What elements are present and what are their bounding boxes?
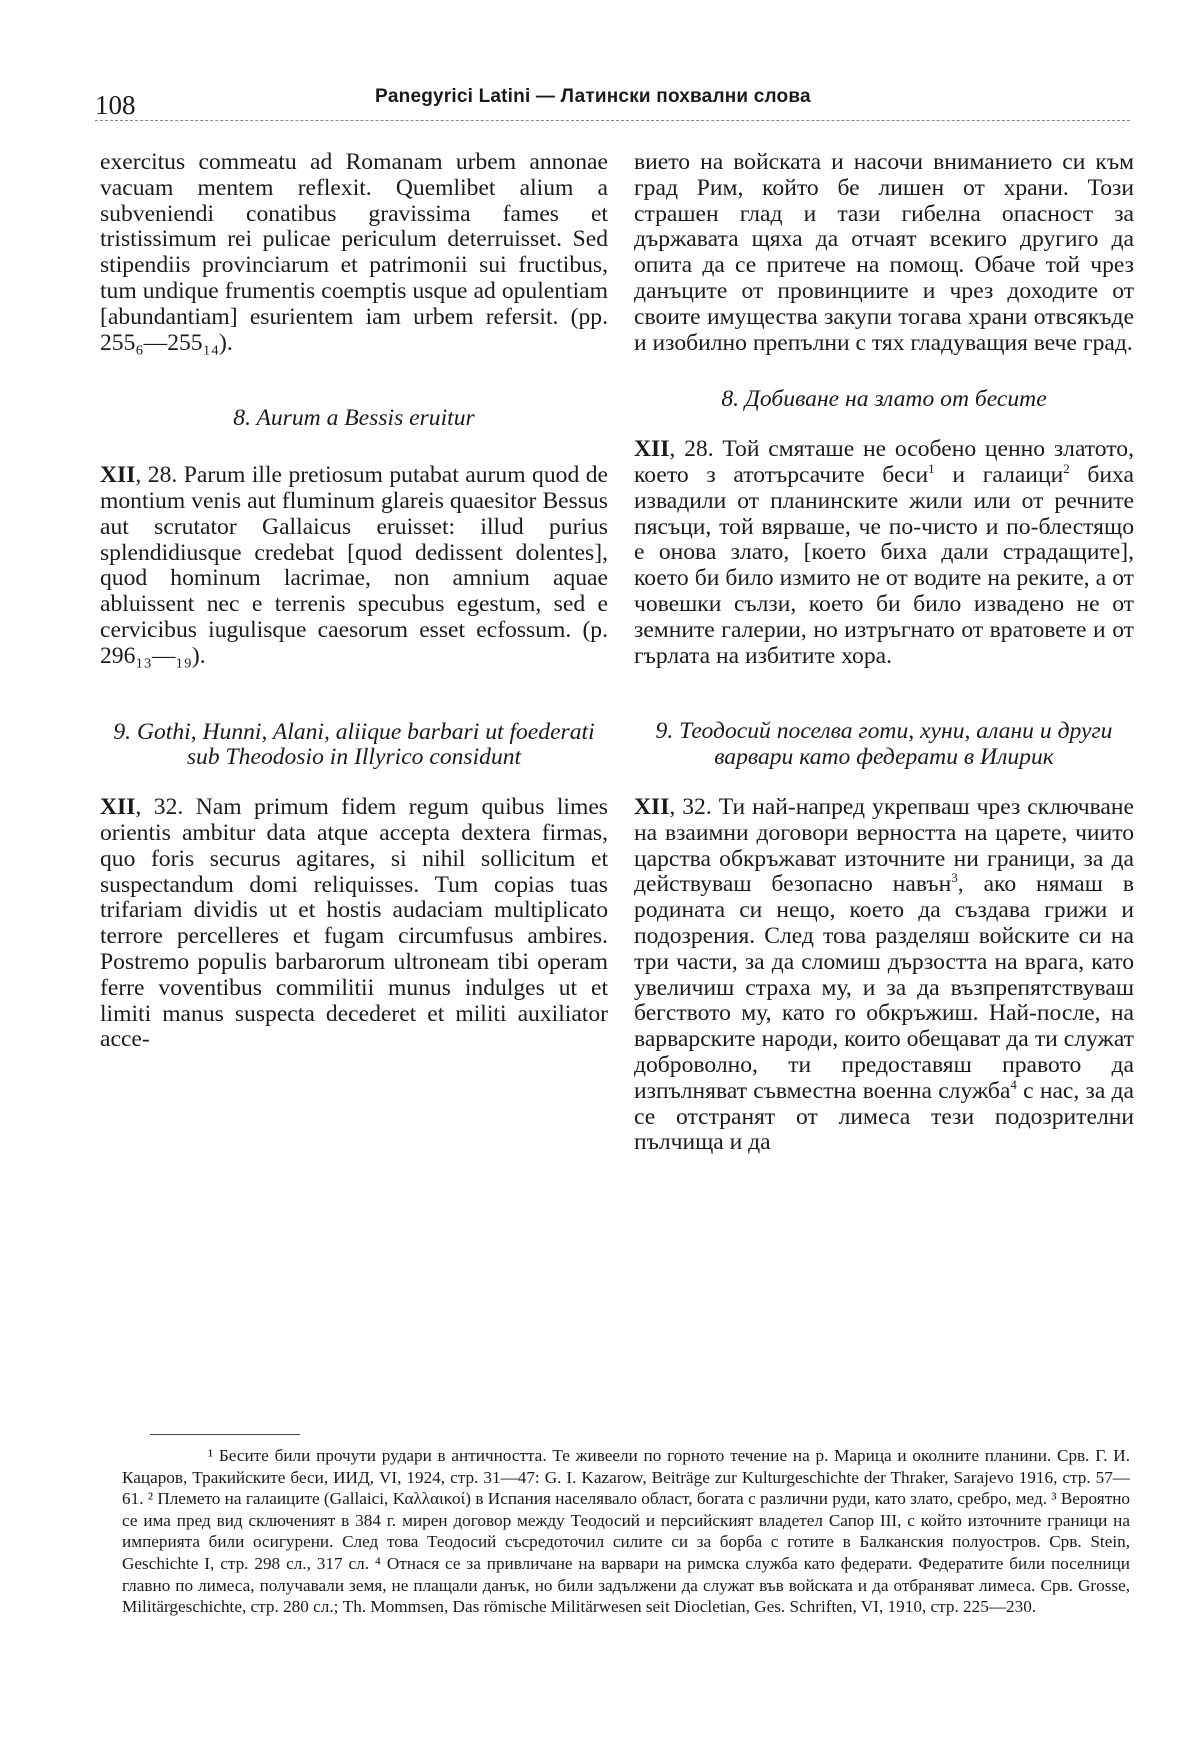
bulgarian-paragraph-7: вието на войската и насочи вниманието си към град Рим, който бе лишен от храни. Този страшен глад и тази гибелна опасност за държавата щяха да отчаят всекиго другиго да опита да се притече на помощ. Обаче той чрез данъците от провинциите и чрез доходите от своите имущества закупи тогава храни отвсякъде и изобилно препълни с тях гладуващия вече град. bbox=[634, 149, 1134, 356]
bulgarian-ref-9: XII bbox=[634, 793, 670, 820]
latin-paragraph-9 bbox=[100, 795, 608, 1053]
bulgarian-section-title-9: 9. Теодосий поселва готи, хуни, алани и други варвари като федерати в Илирик bbox=[655, 718, 1113, 771]
bulgarian-paragraph-9 bbox=[634, 795, 1134, 1156]
latin-section-title-8: 8. Aurum a Bessis eruitur bbox=[233, 405, 475, 432]
latin-paragraph-7: exercitus commeatu ad Romanam urbem annonae vacuam mentem reflexit. Quemlibet alium a subveniendi conatibus gravissima fames et tristissimum rei pulicae periculum deterruisset. Sed stipendiis provinciarum et patrimonii sui fructibus, tum undique frumentis coemptis usque ad opulentiam [abundantiam] esurientem iam urbem refersit. (pp. 255₆—255₁₄). bbox=[100, 149, 608, 356]
footnote-3: ³ Вероятно се има пред вид сключеният в 384 г. мирен договор между Теодосий и персийският владетел Сапор III, с който източните граници на империята били осигурени. След това Теодосий съсредоточил силите си за борба с готите в Балканския полуостров. Срв. Stein, Geschichte I, стр. 298 сл., 317 сл. bbox=[122, 1489, 1130, 1573]
latin-text-8: , 28. Parum ille pretiosum putabat aurum quod de montium venis aut fluminum glareis quaesitor Bessus aut scrutator Gallaicus eruisset: illud purius splendidiusque credebat [quod dedissent dolentes], quod hominum lacrimae, non amnium aquae abluissent nec e terrenis specubus egestum, sed e cervicibus iugulisque caesorum esset ecfossum. (p. 296₁₃—₁₉). bbox=[100, 462, 608, 669]
footnote-mark-1: 1 bbox=[928, 461, 935, 477]
bulgarian-text-8b: и галаици bbox=[934, 461, 1064, 488]
footnote-4: ⁴ Отнася се за привличане на варвари на римска служба като федерати. Федератите били поселници главно по лимеса, получавали земя, не плащали данък, но били задължени да служат във войската и да отбраняват лимеса. Срв. Grosse, Militärgeschichte, стр. 280 сл.; Th. Mommsen, Das römische Militärwesen seit Diocletian, Ges. Schriften, VI, 1910, стр. 225—230. bbox=[122, 1553, 1130, 1617]
bulgarian-text-9c: с нас, за да се отстранят от лимеса тези подозрителни пълчища и да bbox=[634, 1077, 1134, 1156]
footnote-rule bbox=[150, 1434, 300, 1435]
bulgarian-text-9a: , 32. Ти най-напред укрепваш чрез сключване на взаимни договори верността на царете, чиито царства обкръжават източните ни граници, за да действуваш безопасно навън bbox=[634, 793, 1134, 898]
footnote-mark-2: 2 bbox=[1063, 461, 1070, 477]
latin-paragraph-8 bbox=[100, 463, 608, 669]
running-head: Panegyrici Latini — Латински похвални слова bbox=[375, 86, 811, 107]
footnote-1: ¹ Бесите били прочути рудари в античността. Те живеели по горното течение на р. Марица и околните планини. Срв. Г. И. Кацаров, Тракийските беси, ИИД, VI, 1924, стр. 31—47: G. I. Kazarow, Beiträge zur Kulturgeschichte der Thraker, Sarajevo 1916, стр. 57—61. bbox=[122, 1446, 1130, 1509]
bulgarian-text-9b: , ако нямаш в родината си нещо, което да създава грижи и подозрения. След това разделяш войските си на три части, за да сломиш дързостта на врага, като увеличиш страха му, и за да възпрепятствуваш бегството му, като го обкръжиш. Най-после, на варварските народи, които обещават да ти служат доброволно, ти предоставяш правото да изпълняват съвместна военна служба bbox=[634, 871, 1134, 1104]
latin-ref-8: XII bbox=[100, 462, 136, 489]
bulgarian-text-8c: биха извадили от планинските жили или от речните пясъци, той вярваше, че по-чисто и по-блестящо е онова злато, [което биха дали страдащите], което би било измито не от водите на реките, а от човешки сълзи, което би било извадено не от земните галерии, но изтръгнато от вратовете и от гърлата на избитите хора. bbox=[634, 461, 1135, 669]
bulgarian-section-title-8: 8. Добиване на злато от бесите bbox=[721, 386, 1047, 413]
page-number: 108 bbox=[95, 90, 136, 120]
header-rule bbox=[95, 120, 1130, 121]
footnotes bbox=[122, 1445, 1130, 1618]
bulgarian-column bbox=[634, 150, 1134, 1156]
bulgarian-text-8a: , 28. Той смяташе не особено ценно златото, което з атотърсачите беси bbox=[634, 436, 1134, 488]
bulgarian-ref-8: XII bbox=[634, 436, 670, 463]
latin-text-9: , 32. Nam primum fidem regum quibus limes orientis ambitur data atque accepta dextera firmas, quo foris securus agitares, si nihil sollicitum et suspectandum domi reliquisses. Tum copias tuas trifariam dividis ut et hostis audaciam multiplicato terrore percelleres et fugam circumfusus ambires. Postremo populis barbarorum ultroneam tibi operam ferre voventibus commilitii munus indulges ut et limiti manus suspecta decederet et militi auxiliator acce- bbox=[100, 794, 608, 1053]
footnote-2: ² Племето на галаиците (Gallaici, Καλλαικοί) в Испания населявало област, богата с различни руди, като злато, сребро, мед. bbox=[147, 1489, 1047, 1509]
latin-section-title-9: 9. Gothi, Hunni, Alani, aliique barbari ut foederati sub Theodosio in Illyrico considunt bbox=[113, 718, 595, 771]
bulgarian-paragraph-8 bbox=[634, 437, 1134, 669]
latin-ref-9: XII bbox=[100, 794, 136, 821]
footnote-mark-4: 4 bbox=[1010, 1076, 1017, 1092]
page-header bbox=[95, 84, 1130, 124]
latin-column bbox=[100, 150, 608, 1053]
footnote-mark-3: 3 bbox=[951, 870, 958, 886]
